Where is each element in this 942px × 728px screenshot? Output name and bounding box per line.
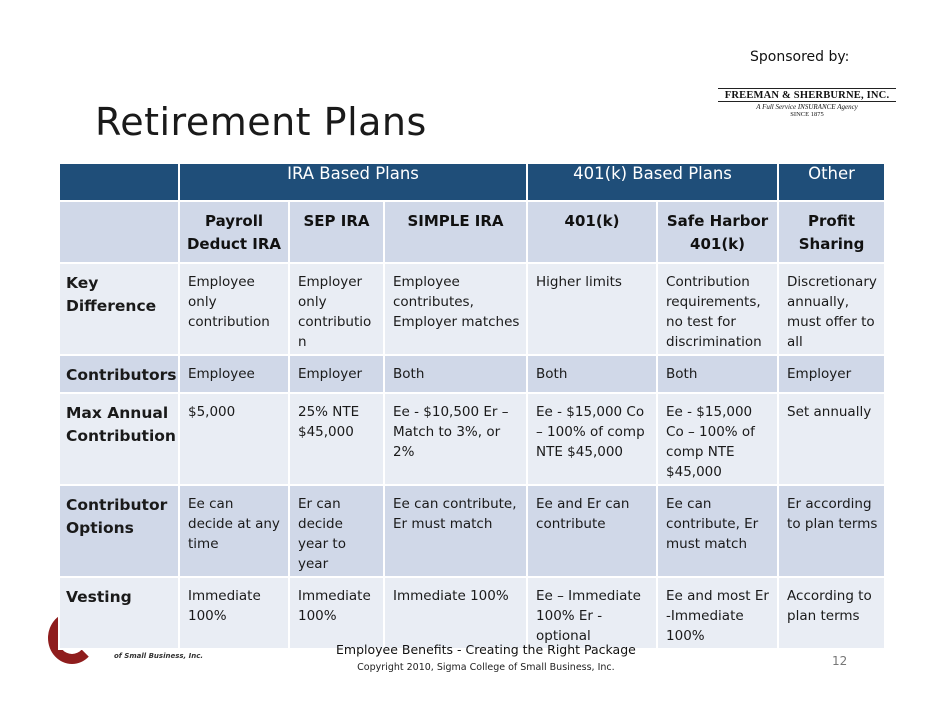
column-header: SIMPLE IRA: [384, 201, 527, 263]
table-cell: Ee and most Er -Immediate 100%: [657, 577, 778, 649]
college-logo-sub: of Small Business, Inc.: [114, 652, 204, 660]
table-cell: Ee can decide at any time: [179, 485, 289, 577]
table-cell: Employee contributes, Employer matches: [384, 263, 527, 355]
table-cell: Employer only contributio n: [289, 263, 384, 355]
footer: [336, 642, 636, 673]
column-header: Payroll Deduct IRA: [179, 201, 289, 263]
table-cell: Both: [384, 355, 527, 393]
table-row: [59, 577, 885, 649]
column-header: SEP IRA: [289, 201, 384, 263]
table-row: [59, 485, 885, 577]
table-cell: Immediate 100%: [384, 577, 527, 649]
page-number: 12: [832, 654, 848, 668]
table-cell: Er can decide year to year: [289, 485, 384, 577]
group-header-401k: 401(k) Based Plans: [527, 163, 778, 201]
table-row: [59, 263, 885, 355]
logo-rule-bottom: [718, 101, 896, 102]
table-row: [59, 393, 885, 485]
group-header-ira: IRA Based Plans: [179, 163, 527, 201]
table-cell: Immediate 100%: [289, 577, 384, 649]
footer-copyright: Copyright 2010, Sigma College of Small Business, Inc.: [357, 662, 615, 673]
row-header: Key Difference: [59, 263, 179, 355]
table-cell: Discretionary annually, must offer to all: [778, 263, 885, 355]
table-cell: Employee only contribution: [179, 263, 289, 355]
page-title: Retirement Plans: [95, 100, 427, 144]
table-cell: Ee - $15,000 Co – 100% of comp NTE $45,000: [657, 393, 778, 485]
table-cell: Er according to plan terms: [778, 485, 885, 577]
table-cell: Both: [527, 355, 657, 393]
row-header: Vesting: [59, 577, 179, 649]
group-header-blank: [59, 163, 179, 201]
table-cell: Set annually: [778, 393, 885, 485]
group-header-other: Other: [778, 163, 885, 201]
column-header: [59, 201, 179, 263]
table-cell: Employer: [778, 355, 885, 393]
table-cell: Ee can contribute, Er must match: [657, 485, 778, 577]
table-cell: Both: [657, 355, 778, 393]
table-cell: Employee: [179, 355, 289, 393]
row-header: Contributor Options: [59, 485, 179, 577]
table-cell: According to plan terms: [778, 577, 885, 649]
row-header: Contributors: [59, 355, 179, 393]
table-cell: Contribution requirements, no test for discrimination: [657, 263, 778, 355]
table-cell: $5,000: [179, 393, 289, 485]
group-header-row: [59, 163, 885, 201]
sponsor-logo-since: SINCE 1875: [790, 111, 824, 118]
sponsor-logo: [718, 88, 896, 118]
sponsor-label: Sponsored by:: [750, 49, 850, 65]
sponsor-logo-name: FREEMAN & SHERBURNE, INC.: [724, 90, 890, 101]
table-cell: Higher limits: [527, 263, 657, 355]
table-cell: Ee can contribute, Er must match: [384, 485, 527, 577]
column-header-row: [59, 201, 885, 263]
table-cell: Ee and Er can contribute: [527, 485, 657, 577]
table-row: [59, 355, 885, 393]
column-header: Safe Harbor 401(k): [657, 201, 778, 263]
table-cell: Ee - $10,500 Er – Match to 3%, or 2%: [384, 393, 527, 485]
table-cell: Immediate 100%: [179, 577, 289, 649]
table-cell: Ee – Immediate 100% Er - optional: [527, 577, 657, 649]
column-header: 401(k): [527, 201, 657, 263]
retirement-plans-table: [58, 162, 886, 650]
table-cell: Employer: [289, 355, 384, 393]
logo-rule-top: [718, 88, 896, 89]
row-header: Max Annual Contribution: [59, 393, 179, 485]
table-cell: 25% NTE $45,000: [289, 393, 384, 485]
sponsor-logo-tagline: A Full Service INSURANCE Agency: [756, 103, 858, 111]
column-header: Profit Sharing: [778, 201, 885, 263]
footer-title: Employee Benefits - Creating the Right Package: [336, 642, 636, 657]
table-cell: Ee - $15,000 Co – 100% of comp NTE $45,000: [527, 393, 657, 485]
